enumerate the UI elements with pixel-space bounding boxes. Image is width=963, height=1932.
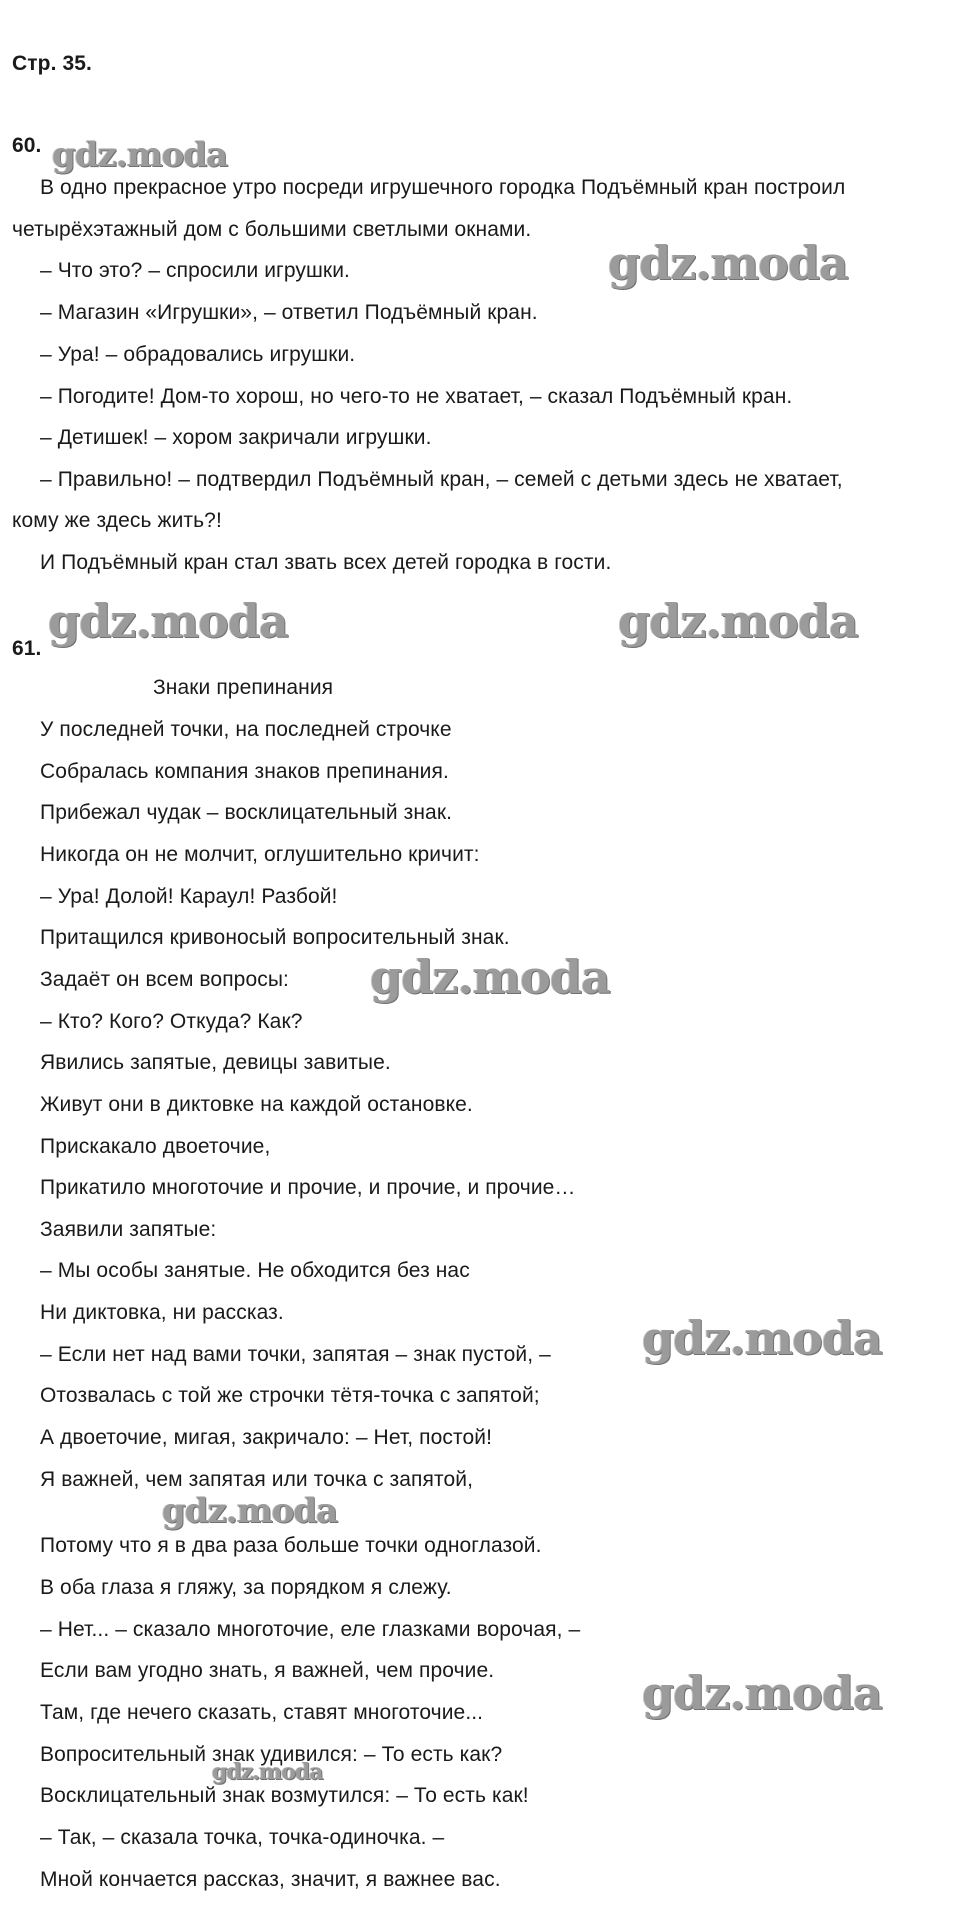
watermark: gdz.moda xyxy=(618,594,858,648)
task60-line-3: – Что это? – спросили игрушки. xyxy=(40,259,350,282)
poem-line-22: – Нет... – сказало многоточие, еле глазками ворочая, – xyxy=(40,1618,581,1641)
task60-line-10: И Подъёмный кран стал звать всех детей городка в гости. xyxy=(40,551,612,574)
poem-line-8: – Кто? Кого? Откуда? Как? xyxy=(40,1010,303,1033)
poem-line-18: А двоеточие, мигая, закричало: – Нет, постой! xyxy=(40,1426,493,1449)
poem-line-16: – Если нет над вами точки, запятая – знак пустой, – xyxy=(40,1343,551,1366)
poem-line-9: Явились запятые, девицы завитые. xyxy=(40,1051,391,1074)
watermark: gdz.moda xyxy=(162,1491,338,1531)
poem-line-6: Притащился кривоносый вопросительный знак. xyxy=(40,926,510,949)
task-number-61: 61. xyxy=(12,637,42,660)
task60-line-6: – Погодите! Дом-то хорош, но чего-то не хватает, – сказал Подъёмный кран. xyxy=(40,385,793,408)
poem-title: Знаки препинания xyxy=(153,676,334,699)
poem-line-14: – Мы особы занятые. Не обходится без нас xyxy=(40,1259,470,1282)
poem-line-17: Отозвалась с той же строчки тётя-точка с запятой; xyxy=(40,1384,540,1407)
task60-line-5: – Ура! – обрадовались игрушки. xyxy=(40,343,356,366)
watermark: gdz.moda xyxy=(608,236,848,290)
poem-line-10: Живут они в диктовке на каждой остановке. xyxy=(40,1093,473,1116)
poem-line-3: Прибежал чудак – восклицательный знак. xyxy=(40,801,453,824)
poem-line-26: Восклицательный знак возмутился: – То есть как! xyxy=(40,1784,529,1807)
watermark: gdz.moda xyxy=(48,594,288,648)
task60-line-9: кому же здесь жить?! xyxy=(12,509,222,532)
poem-line-28: Мной кончается рассказ, значит, я важнее вас. xyxy=(40,1868,501,1891)
watermark: gdz.moda xyxy=(642,1666,882,1720)
task60-line-8: – Правильно! – подтвердил Подъёмный кран, – семей с детьми здесь не хватает, xyxy=(40,468,843,491)
poem-line-12: Прикатило многоточие и прочие, и прочие, и прочие… xyxy=(40,1176,576,1199)
poem-line-15: Ни диктовка, ни рассказ. xyxy=(40,1301,284,1324)
poem-line-25: Вопросительный знак удивился: – То есть как? xyxy=(40,1743,503,1766)
task60-line-7: – Детишек! – хором закричали игрушки. xyxy=(40,426,432,449)
watermark: gdz.moda xyxy=(370,950,610,1004)
poem-line-5: – Ура! Долой! Караул! Разбой! xyxy=(40,885,338,908)
poem-line-23: Если вам угодно знать, я важней, чем прочие. xyxy=(40,1659,495,1682)
watermark: gdz.moda xyxy=(52,135,228,175)
poem-line-24: Там, где нечего сказать, ставят многоточие... xyxy=(40,1701,484,1724)
task60-line-4: – Магазин «Игрушки», – ответил Подъёмный кран. xyxy=(40,301,538,324)
poem-line-7: Задаёт он всем вопросы: xyxy=(40,968,289,991)
poem-line-1: У последней точки, на последней строчке xyxy=(40,718,452,741)
poem-line-2: Собралась компания знаков препинания. xyxy=(40,760,449,783)
task60-line-1: В одно прекрасное утро посреди игрушечного городка Подъёмный кран построил xyxy=(40,176,846,199)
task60-line-2: четырёхэтажный дом с большими светлыми окнами. xyxy=(12,218,532,241)
watermark: gdz.moda xyxy=(642,1311,882,1365)
page-title: Стр. 35. xyxy=(12,52,92,75)
poem-line-11: Прискакало двоеточие, xyxy=(40,1135,271,1158)
poem-line-21: В оба глаза я гляжу, за порядком я слежу. xyxy=(40,1576,452,1599)
poem-line-4: Никогда он не молчит, оглушительно кричит: xyxy=(40,843,480,866)
poem-line-20: Потому что я в два раза больше точки одноглазой. xyxy=(40,1534,542,1557)
watermark: gdz.moda xyxy=(212,1759,323,1785)
poem-line-27: – Так, – сказала точка, точка-одиночка. – xyxy=(40,1826,445,1849)
poem-line-13: Заявили запятые: xyxy=(40,1218,217,1241)
task-number-60: 60. xyxy=(12,134,42,157)
poem-line-19: Я важней, чем запятая или точка с запятой, xyxy=(40,1468,473,1491)
